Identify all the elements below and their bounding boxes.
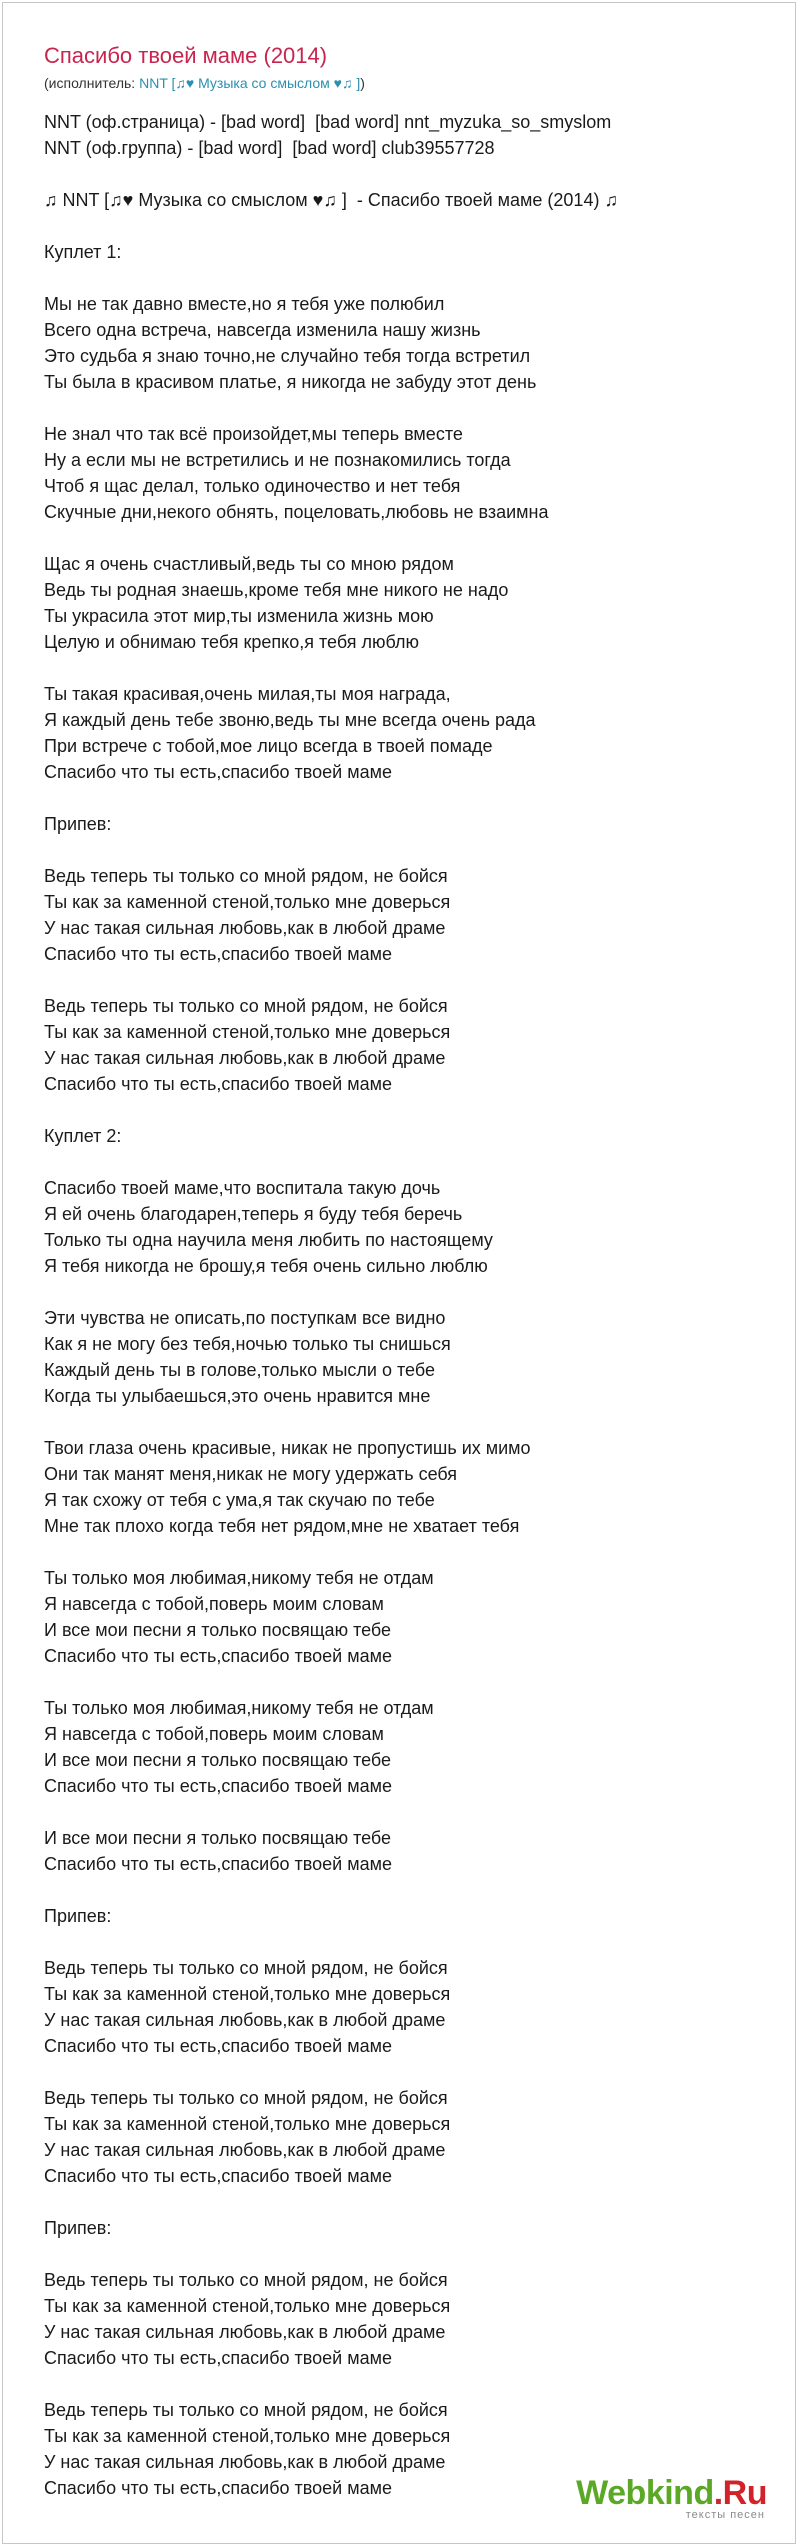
lyric-line: Спасибо что ты есть,спасибо твоей маме [44, 2348, 392, 2368]
lyric-line: Я так схожу от тебя с ума,я так скучаю по тебе [44, 1490, 435, 1510]
lyric-line [44, 1149, 784, 1175]
lyric-line: Ведь теперь ты только со мной рядом, не бойся [44, 2400, 448, 2420]
lyric-line: Спасибо что ты есть,спасибо твоей маме [44, 1854, 392, 1874]
lyric-line: NNT (оф.страница) - [bad word] [bad word] nnt_myzuka_so_smyslom [44, 112, 612, 132]
lyric-line [44, 2189, 784, 2215]
logo-subtitle: тексты песен [685, 2509, 765, 2521]
lyric-line: Ты украсила этот мир,ты изменила жизнь мою [44, 606, 434, 626]
logo-tld-text: .Ru [713, 2474, 767, 2512]
lyric-line: Спасибо твоей маме,что воспитала такую дочь [44, 1178, 441, 1198]
lyric-line: Каждый день ты в голове,только мысли о тебе [44, 1360, 435, 1380]
lyric-line: Как я не могу без тебя,ночью только ты снишься [44, 1334, 451, 1354]
lyric-line: Ведь теперь ты только со мной рядом, не бойся [44, 1958, 448, 1978]
lyric-line: Когда ты улыбаешься,это очень нравится мне [44, 1386, 431, 1406]
webkind-logo [576, 2475, 767, 2511]
lyric-line [44, 2371, 784, 2397]
logo-main-text: Webkind [576, 2474, 714, 2512]
lyric-line [44, 2241, 784, 2267]
lyric-line: Спасибо что ты есть,спасибо твоей маме [44, 762, 392, 782]
lyric-line: Ведь теперь ты только со мной рядом, не бойся [44, 866, 448, 886]
lyric-line: Ты такая красивая,очень милая,ты моя награда, [44, 684, 451, 704]
lyric-line: У нас такая сильная любовь,как в любой драме [44, 2140, 446, 2160]
lyric-line: Щас я очень счастливый,ведь ты со мною рядом [44, 554, 454, 574]
lyric-line [44, 1799, 784, 1825]
lyric-line: У нас такая сильная любовь,как в любой драме [44, 2452, 446, 2472]
lyric-line: Припев: [44, 2218, 112, 2238]
lyric-line: Мне так плохо когда тебя нет рядом,мне не хватает тебя [44, 1516, 520, 1536]
lyric-line [44, 837, 784, 863]
lyric-line: Ты только моя любимая,никому тебя не отдам [44, 1568, 434, 1588]
lyric-line: Это судьба я знаю точно,не случайно тебя тогда встретил [44, 346, 531, 366]
lyric-line: Я навсегда с тобой,поверь моим словам [44, 1594, 384, 1614]
lyric-line: Я каждый день тебе звоню,ведь ты мне всегда очень рада [44, 710, 536, 730]
lyric-line: Я тебя никогда не брошу,я тебя очень сильно люблю [44, 1256, 488, 1276]
lyric-line: Ведь теперь ты только со мной рядом, не бойся [44, 2270, 448, 2290]
lyric-line: Я ей очень благодарен,теперь я буду тебя беречь [44, 1204, 463, 1224]
lyric-line: Они так манят меня,никак не могу удержать себя [44, 1464, 458, 1484]
lyric-line: Спасибо что ты есть,спасибо твоей маме [44, 2478, 392, 2498]
lyric-line [44, 1097, 784, 1123]
lyric-line: Ты как за каменной стеной,только мне доверься [44, 2296, 451, 2316]
lyric-line [44, 655, 784, 681]
lyric-line: Я навсегда с тобой,поверь моим словам [44, 1724, 384, 1744]
lyric-line: Ты была в красивом платье, я никогда не забуду этот день [44, 372, 537, 392]
artist-link[interactable]: NNT [♫♥ Музыка со смыслом ♥♫ ] [139, 75, 361, 91]
lyric-line: Твои глаза очень красивые, никак не пропустишь их мимо [44, 1438, 531, 1458]
lyric-line [44, 1929, 784, 1955]
lyric-line: Спасибо что ты есть,спасибо твоей маме [44, 1646, 392, 1666]
lyric-line [44, 213, 784, 239]
lyric-line: Ты только моя любимая,никому тебя не отдам [44, 1698, 434, 1718]
lyric-line: Целую и обнимаю тебя крепко,я тебя люблю [44, 632, 420, 652]
lyric-line: У нас такая сильная любовь,как в любой драме [44, 1048, 446, 1068]
lyric-line: И все мои песни я только посвящаю тебе [44, 1620, 392, 1640]
lyric-line [44, 395, 784, 421]
lyric-line: Припев: [44, 1906, 112, 1926]
lyric-line [44, 161, 784, 187]
lyric-line: Ведь теперь ты только со мной рядом, не бойся [44, 2088, 448, 2108]
lyric-line: ♫ NNT [♫♥ Музыка со смыслом ♥♫ ] - Спасибо твоей маме (2014) ♫ [44, 190, 618, 210]
lyric-line: Куплет 1: [44, 242, 122, 262]
lyric-line: Не знал что так всё произойдет,мы теперь вместе [44, 424, 463, 444]
artist-prefix: (исполнитель: [44, 75, 140, 91]
lyric-line: Ты как за каменной стеной,только мне доверься [44, 2114, 451, 2134]
lyric-line: При встрече с тобой,мое лицо всегда в твоей помаде [44, 736, 493, 756]
artist-suffix: ) [360, 75, 365, 91]
lyric-line [44, 967, 784, 993]
lyric-line: Припев: [44, 814, 112, 834]
lyric-line: Ну а если мы не встретились и не познакомились тогда [44, 450, 511, 470]
lyric-line: Только ты одна научила меня любить по настоящему [44, 1230, 493, 1250]
lyric-line: Мы не так давно вместе,но я тебя уже полюбил [44, 294, 445, 314]
lyric-line: Ты как за каменной стеной,только мне доверься [44, 1984, 451, 2004]
lyric-line: У нас такая сильная любовь,как в любой драме [44, 918, 446, 938]
artist-line [44, 74, 365, 92]
lyric-line [44, 1669, 784, 1695]
lyric-line: NNT (оф.группа) - [bad word] [bad word] club39557728 [44, 138, 495, 158]
lyric-line [44, 2059, 784, 2085]
lyric-line: У нас такая сильная любовь,как в любой драме [44, 2010, 446, 2030]
lyric-line [44, 1539, 784, 1565]
lyric-line: Спасибо что ты есть,спасибо твоей маме [44, 1776, 392, 1796]
lyric-line [44, 1877, 784, 1903]
lyric-line: Ведь теперь ты только со мной рядом, не бойся [44, 996, 448, 1016]
lyric-line: У нас такая сильная любовь,как в любой драме [44, 2322, 446, 2342]
page-frame [2, 2, 796, 2544]
lyric-line: Эти чувства не описать,по поступкам все видно [44, 1308, 446, 1328]
lyric-line: Спасибо что ты есть,спасибо твоей маме [44, 944, 392, 964]
lyric-line: Куплет 2: [44, 1126, 122, 1146]
lyric-line [44, 265, 784, 291]
lyric-line: И все мои песни я только посвящаю тебе [44, 1828, 392, 1848]
lyric-line [44, 785, 784, 811]
lyric-line: Чтоб я щас делал, только одиночество и нет тебя [44, 476, 461, 496]
lyrics-text [44, 109, 784, 2501]
lyric-line: Спасибо что ты есть,спасибо твоей маме [44, 1074, 392, 1094]
lyric-line: Ведь ты родная знаешь,кроме тебя мне никого не надо [44, 580, 509, 600]
lyric-line [44, 1409, 784, 1435]
lyric-line: И все мои песни я только посвящаю тебе [44, 1750, 392, 1770]
lyric-line: Скучные дни,некого обнять, поцеловать,любовь не взаимна [44, 502, 549, 522]
lyric-line: Ты как за каменной стеной,только мне доверься [44, 2426, 451, 2446]
lyric-line: Ты как за каменной стеной,только мне доверься [44, 1022, 451, 1042]
lyric-line [44, 525, 784, 551]
page-title: Спасибо твоей маме (2014) [44, 43, 328, 68]
lyric-line: Всего одна встреча, навсегда изменила нашу жизнь [44, 320, 481, 340]
site-watermark [576, 2475, 767, 2521]
lyric-line: Спасибо что ты есть,спасибо твоей маме [44, 2036, 392, 2056]
lyric-line [44, 1279, 784, 1305]
lyric-line: Ты как за каменной стеной,только мне доверься [44, 892, 451, 912]
lyric-line: Спасибо что ты есть,спасибо твоей маме [44, 2166, 392, 2186]
